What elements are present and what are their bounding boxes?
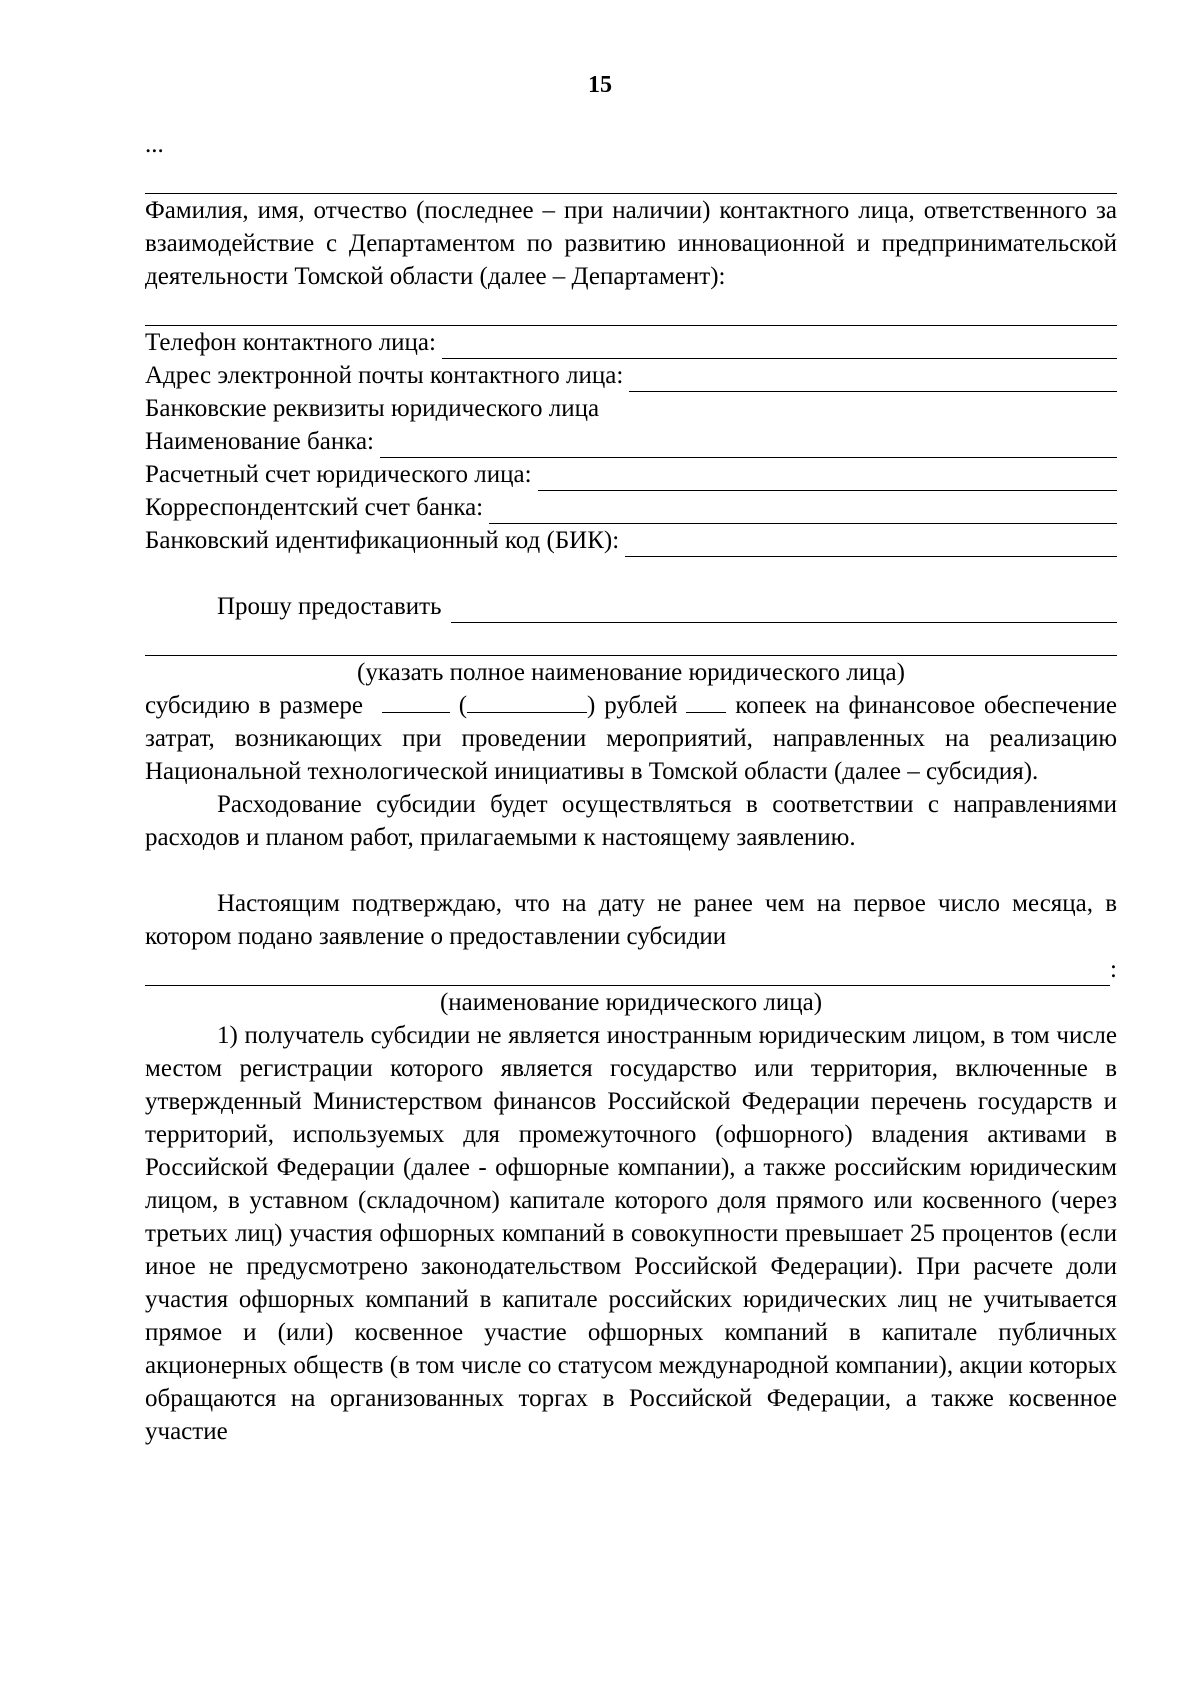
amount-kopecks-field[interactable] <box>686 690 726 713</box>
confirm-blank-row <box>145 953 1117 986</box>
amount-words-field[interactable] <box>467 690 587 713</box>
bank-name-row <box>145 425 1117 458</box>
request-row <box>145 590 1117 623</box>
settlement-account-label: Расчетный счет юридического лица: <box>145 461 532 488</box>
correspondent-account-label: Корреспондентский счет банка: <box>145 494 484 521</box>
amount-rubles-field[interactable] <box>382 690 450 713</box>
kopecks-text: копеек на финансовое обеспечение затрат, возникающих при проведении мероприятий, направленных на реализацию Национальной технологической инициативы в Томской области (далее – субсидия). <box>145 692 1118 785</box>
bank-name-field[interactable] <box>380 431 1117 458</box>
spacer <box>145 854 1117 887</box>
email-field[interactable] <box>629 365 1117 392</box>
blank-line <box>145 293 1117 326</box>
subsidy-amount-paragraph: субсидию в размере ( ) рублей копеек на финансовое обеспечение затрат, возникающих при проведении мероприятий, направленных на реализацию Национальной технологической инициативы в Томской области (далее – субсидия). <box>145 692 1118 785</box>
ellipsis: ... <box>145 131 164 158</box>
request-recipient-field[interactable] <box>451 596 1117 623</box>
email-label: Адрес электронной почты контактного лица: <box>145 362 624 389</box>
contact-person-label: Фамилия, имя, отчество (последнее – при наличии) контактного лица, ответственного за взаимодействие с Департаментом по развитию инновационной и предпринимательской деятельности Томской области (далее – Департамент): <box>145 197 1117 290</box>
organization-name-field[interactable] <box>145 167 1117 194</box>
request-recipient-field-2[interactable] <box>145 629 1117 656</box>
request-lead: Прошу предоставить <box>217 593 442 620</box>
colon: : <box>1110 956 1117 983</box>
rubles-word: рублей <box>604 692 678 719</box>
bik-label: Банковский идентификационный код (БИК): <box>145 527 620 554</box>
amount-start: субсидию в размере <box>145 692 364 719</box>
document-body <box>145 128 1117 1448</box>
phone-label: Телефон контактного лица: <box>145 329 436 356</box>
phone-field[interactable] <box>442 332 1117 359</box>
blank-line <box>145 623 1117 656</box>
correspondent-account-field[interactable] <box>489 497 1117 524</box>
confirm-paragraph: Настоящим подтверждаю, что на дату не ранее чем на первое число месяца, в котором подано заявление о предоставлении субсидии <box>145 890 1117 950</box>
correspondent-account-row <box>145 491 1117 524</box>
spending-paragraph: Расходование субсидии будет осуществляться в соответствии с направлениями расходов и планом работ, прилагаемыми к настоящему заявлению. <box>145 791 1117 851</box>
request-caption: (указать полное наименование юридического лица) <box>357 659 905 686</box>
spacer <box>145 557 1117 590</box>
item-1-paragraph: 1) получатель субсидии не является иностранным юридическим лицом, в том числе местом регистрации которого является государство или территория, включенные в утвержденный Министерством финансов Российской Федерации перечень государств и территорий, используемых для промежуточного (офшорного) владения активами в Российской Федерации (далее - офшорные компании), а также российским юридическим лицом, в уставном (складочном) капитале которого доля прямого или косвенного (через третьих лиц) участия офшорных компаний в совокупности превышает 25 процентов (если иное не предусмотрено законодательством Российской Федерации). При расчете доли участия офшорных компаний в капитале российских юридических лиц не учитывается прямое и (или) косвенное участие офшорных компаний в капитале публичных акционерных обществ (в том числе со статусом международной компании), акции которых обращаются на организованных торгах в Российской Федерации, а также косвенное участие <box>145 1022 1117 1445</box>
bik-row <box>145 524 1117 557</box>
confirm-organization-field[interactable] <box>145 959 1110 986</box>
page-number: 15 <box>588 72 612 98</box>
bank-details-header: Банковские реквизиты юридического лица <box>145 395 600 422</box>
email-row <box>145 359 1117 392</box>
phone-row <box>145 326 1117 359</box>
blank-line <box>145 161 1117 194</box>
bik-field[interactable] <box>625 530 1117 557</box>
contact-person-field[interactable] <box>145 299 1117 326</box>
settlement-account-field[interactable] <box>538 464 1117 491</box>
bank-name-label: Наименование банка: <box>145 428 375 455</box>
settlement-account-row <box>145 458 1117 491</box>
confirm-caption: (наименование юридического лица) <box>439 989 823 1016</box>
